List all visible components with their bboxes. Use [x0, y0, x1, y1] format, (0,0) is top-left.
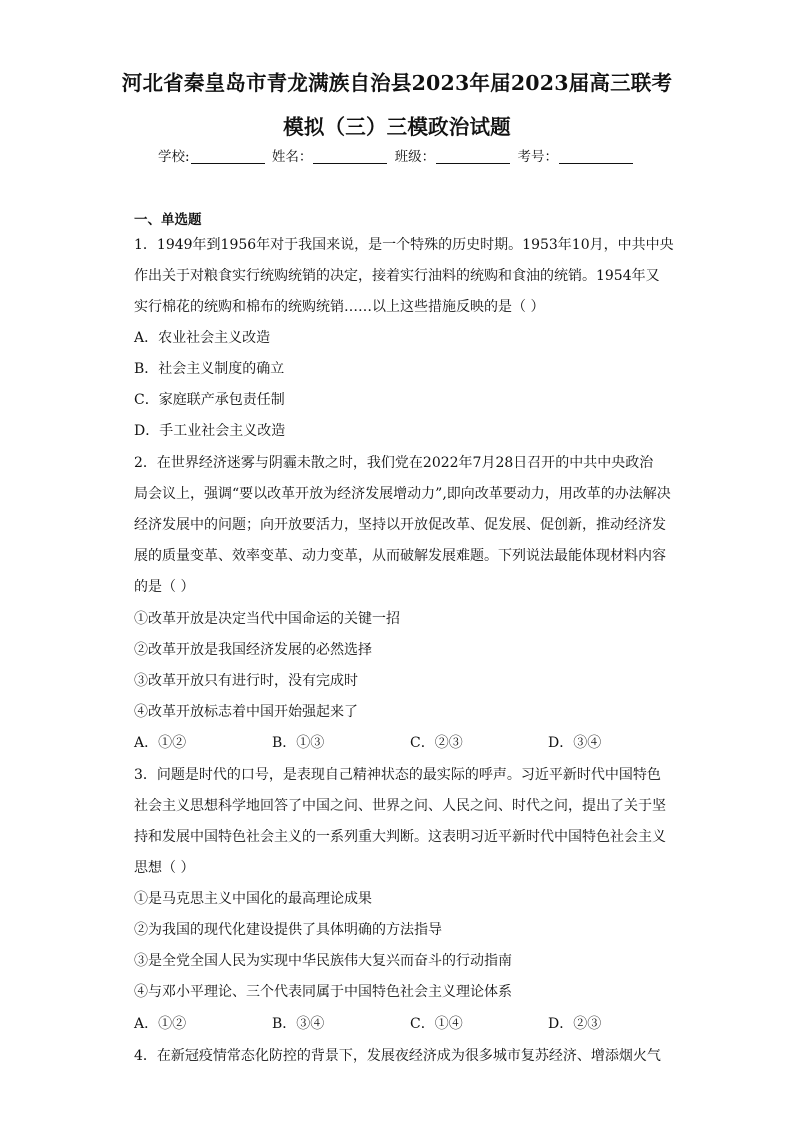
q1-option-a: A．农业社会主义改造: [134, 330, 271, 346]
school-label: 学校:: [158, 149, 190, 165]
q3-statement-2: ②为我国的现代化建设提供了具体明确的方法指导: [134, 922, 442, 938]
q3-statement-3: ③是全党全国人民为实现中华民族伟大复兴而奋斗的行动指南: [134, 953, 512, 969]
q1-option-d: D．手工业社会主义改造: [134, 423, 286, 439]
q2-option-b: B．①③: [272, 735, 325, 751]
q2-stem-line: 局会议上，强调“要以改革开放为经济发展增动力”,即向改革要动力，用改革的办法解决: [134, 486, 671, 502]
q2-stem-line: 经济发展中的问题；向开放要活力，坚持以开放促改革、促发展、促创新，推动经济发: [134, 517, 666, 533]
q1-option-b: B．社会主义制度的确立: [134, 361, 285, 377]
q2-stem-line: 展的质量变革、效率变革、动力变革，从而破解发展难题。下列说法最能体现材料内容: [134, 548, 666, 564]
exam-number-label: 考号：: [517, 149, 558, 165]
q3-option-c: C．①④: [410, 1016, 463, 1032]
q1-stem-line: 实行棉花的统购和棉布的统购统销……以上这些措施反映的是（ ）: [134, 299, 545, 315]
class-label: 班级：: [394, 149, 436, 165]
q1-option-c: C．家庭联产承包责任制: [134, 392, 285, 408]
q3-stem-line: 社会主义思想科学地回答了中国之问、世界之问、人民之问、时代之问，提出了关于坚: [134, 798, 666, 814]
q2-statement-4: ④改革开放标志着中国开始强起来了: [134, 704, 358, 720]
class-blank[interactable]: [436, 149, 510, 164]
q2-option-c: C．②③: [410, 735, 463, 751]
q3-stem-line: 3．问题是时代的口号，是表现自己精神状态的最实际的呼声。习近平新时代中国特色: [134, 767, 661, 783]
name-blank[interactable]: [313, 149, 387, 164]
q3-statement-4: ④与邓小平理论、三个代表同属于中国特色社会主义理论体系: [134, 984, 512, 1000]
q2-statement-3: ③改革开放只有进行时，没有完成时: [134, 673, 358, 689]
exam-number-blank[interactable]: [559, 149, 633, 164]
exam-title-line2: 模拟（三）三模政治试题: [283, 115, 511, 139]
q2-stem-line: 的是（ ）: [134, 579, 195, 595]
q2-option-d: D．③④: [548, 735, 602, 751]
q1-stem-line: 作出关于对粮食实行统购统销的决定，接着实行油料的统购和食油的统销。1954年又: [134, 268, 660, 284]
student-info-row: [0, 145, 794, 165]
q3-option-b: B．③④: [272, 1016, 325, 1032]
q4-stem-line: 4．在新冠疫情常态化防控的背景下，发展夜经济成为很多城市复苏经济、增添烟火气: [134, 1048, 661, 1064]
exam-title-line1: 河北省秦皇岛市青龙满族自治县2023年届2023届高三联考: [121, 71, 673, 95]
q3-statement-1: ①是马克思主义中国化的最高理论成果: [134, 891, 372, 907]
q2-option-a: A．①②: [134, 735, 187, 751]
q3-option-a: A．①②: [134, 1016, 187, 1032]
q3-stem-line: 持和发展中国特色社会主义的一系列重大判断。这表明习近平新时代中国特色社会主义: [134, 829, 666, 845]
name-label: 姓名：: [271, 149, 313, 165]
q2-statement-1: ①改革开放是决定当代中国命运的关键一招: [134, 611, 400, 627]
q2-stem-line: 2．在世界经济迷雾与阴霾未散之时，我们党在2022年7月28日召开的中共中央政治: [134, 455, 654, 471]
q1-stem-line: 1．1949年到1956年对于我国来说，是一个特殊的历史时期。1953年10月，中共中央: [134, 237, 674, 253]
section-heading: 一、单选题: [134, 212, 202, 228]
school-blank[interactable]: [191, 149, 265, 164]
q2-statement-2: ②改革开放是我国经济发展的必然选择: [134, 642, 372, 658]
q3-stem-line: 思想（ ）: [134, 860, 195, 876]
q3-option-d: D．②③: [548, 1016, 602, 1032]
